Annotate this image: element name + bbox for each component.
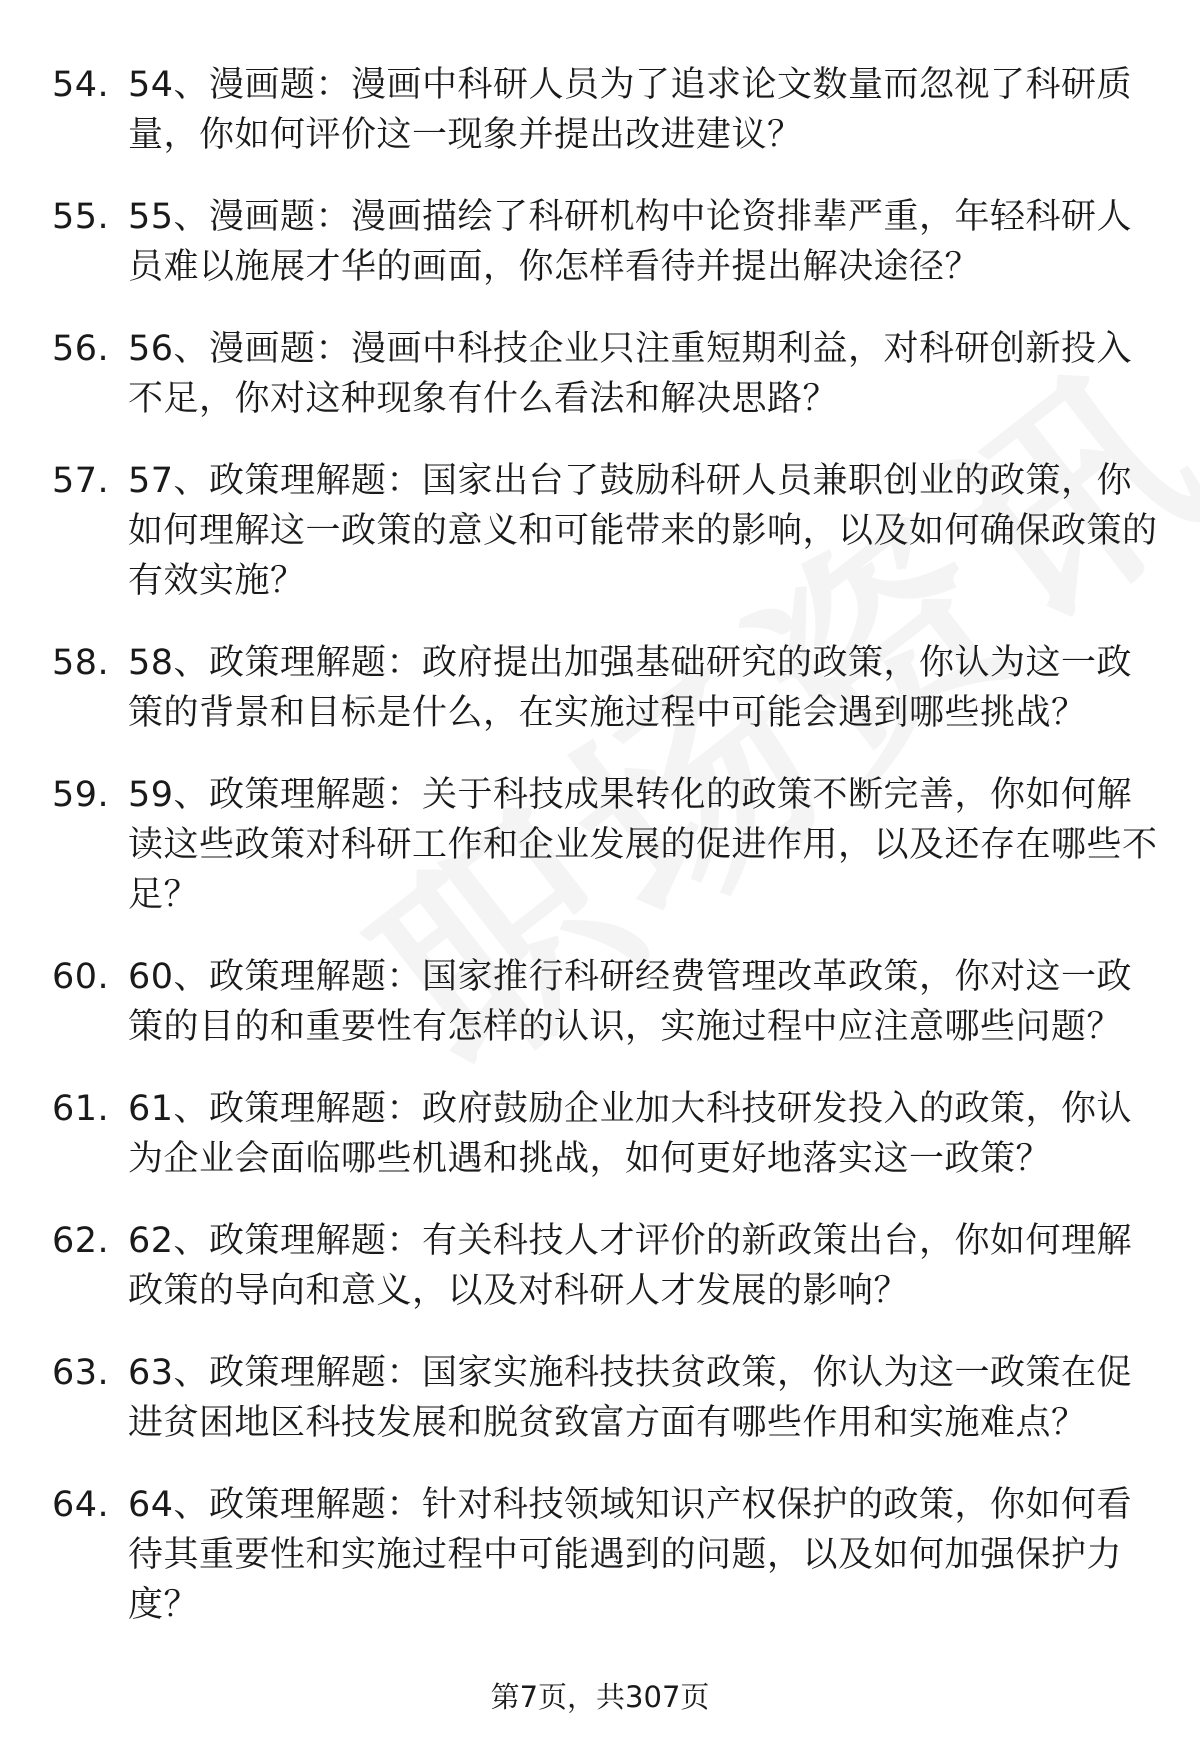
question-number: 57.: [52, 461, 110, 501]
question-number: 64.: [52, 1485, 110, 1525]
question-item: [0, 952, 1200, 1052]
question-number: 63.: [52, 1353, 110, 1393]
question-text: 55、漫画题：漫画描绘了科研机构中论资排辈严重，年轻科研人员难以施展才华的画面，你怎样看待并提出解决途径？: [128, 197, 1133, 287]
page-footer: 第7页，共307页: [490, 1680, 710, 1714]
question-item: [0, 60, 1200, 160]
question-number: 54.: [52, 65, 110, 105]
question-number: 55.: [52, 197, 110, 237]
question-item: [0, 456, 1200, 606]
question-text: 59、政策理解题：关于科技成果转化的政策不断完善，你如何解读这些政策对科研工作和企业发展的促进作用，以及还存在哪些不足？: [128, 775, 1158, 915]
question-item: [0, 1480, 1200, 1630]
question-text: 57、政策理解题：国家出台了鼓励科研人员兼职创业的政策，你如何理解这一政策的意义和可能带来的影响，以及如何确保政策的有效实施？: [128, 461, 1158, 601]
question-text: 62、政策理解题：有关科技人才评价的新政策出台，你如何理解政策的导向和意义，以及对科研人才发展的影响？: [128, 1221, 1133, 1311]
question-item: [0, 324, 1200, 424]
question-text: 60、政策理解题：国家推行科研经费管理改革政策，你对这一政策的目的和重要性有怎样的认识，实施过程中应注意哪些问题？: [128, 957, 1133, 1047]
question-text: 54、漫画题：漫画中科研人员为了追求论文数量而忽视了科研质量，你如何评价这一现象并提出改进建议？: [128, 65, 1133, 155]
question-item: [0, 638, 1200, 738]
question-item: [0, 192, 1200, 292]
question-item: [0, 770, 1200, 920]
question-item: [0, 1084, 1200, 1184]
question-item: [0, 1348, 1200, 1448]
question-number: 58.: [52, 643, 110, 683]
question-item: [0, 1216, 1200, 1316]
question-text: 64、政策理解题：针对科技领域知识产权保护的政策，你如何看待其重要性和实施过程中可能遇到的问题，以及如何加强保护力度？: [128, 1485, 1133, 1625]
question-text: 63、政策理解题：国家实施科技扶贫政策，你认为这一政策在促进贫困地区科技发展和脱贫致富方面有哪些作用和实施难点？: [128, 1353, 1133, 1443]
question-number: 56.: [52, 329, 110, 369]
question-number: 59.: [52, 775, 110, 815]
question-text: 56、漫画题：漫画中科技企业只注重短期利益，对科研创新投入不足，你对这种现象有什么看法和解决思路？: [128, 329, 1133, 419]
question-number: 60.: [52, 957, 110, 997]
question-text: 61、政策理解题：政府鼓励企业加大科技研发投入的政策，你认为企业会面临哪些机遇和挑战，如何更好地落实这一政策？: [128, 1089, 1133, 1179]
question-number: 62.: [52, 1221, 110, 1261]
question-number: 61.: [52, 1089, 110, 1129]
question-text: 58、政策理解题：政府提出加强基础研究的政策，你认为这一政策的背景和目标是什么，在实施过程中可能会遇到哪些挑战？: [128, 643, 1133, 733]
question-list: [0, 60, 1200, 1662]
